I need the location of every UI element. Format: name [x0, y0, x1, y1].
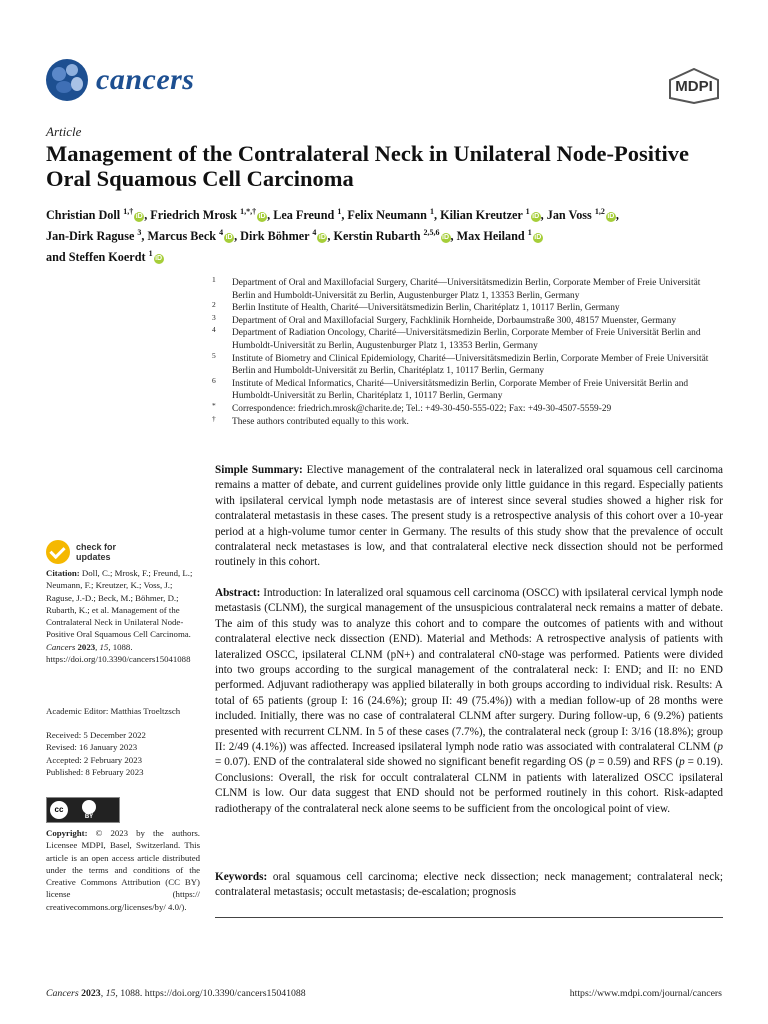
keywords: Keywords: oral squamous cell carcinoma; elective neck dissection; neck management; contralateral neck; contralateral metastasis; occult metastasis; de-escalation; prognosis — [215, 871, 723, 899]
orcid-icon[interactable]: iD — [532, 213, 540, 221]
journal-name: cancers — [96, 63, 195, 96]
author[interactable]: Felix Neumann $^1$ — [347, 207, 435, 223]
footer-citation: Cancers 2023, 15, 1088. https://doi.org/10.3390/cancers15041088 — [46, 988, 306, 999]
equal-contribution-note: † These authors contributed equally to this work. — [212, 413, 409, 427]
academic-editor: Academic Editor: Matthias Troeltzsch — [46, 706, 181, 716]
person-icon — [82, 800, 96, 814]
orcid-icon[interactable]: iD — [155, 255, 163, 263]
citation: Citation: Doll, C.; Mrosk, F.; Freund, L.; Neumann, F.; Kreutzer, K.; Voss, J.; Raguse, J.-D.; Beck, M.; Böhmer, D.; Rubarth, K.; et al. Management of the Contralateral Neck in Unilateral Node-Positive Oral Squamous Cell Carcinoma. Cancers 2023, 15, 1088. https://doi.org/10.3390/cancers15041088 — [46, 568, 193, 665]
accepted-date: Accepted: 2 February 2023 — [46, 754, 143, 765]
author[interactable]: Friedrich Mrosk $^{1,*,\dagger}$iD — [150, 207, 266, 223]
cc-by-license-badge[interactable]: cc BY — [46, 797, 120, 823]
orcid-icon[interactable]: iD — [607, 213, 615, 221]
author[interactable]: Jan-Dirk Raguse $^3$ — [46, 228, 142, 244]
footer-journal-link[interactable]: https://www.mdpi.com/journal/cancers — [569, 988, 722, 999]
author[interactable]: Jan Voss $^{1,2}$iD — [546, 207, 615, 223]
copyright: Copyright: © 2023 by the authors. Licensee MDPI, Basel, Switzerland. This article is an open access article distributed under the terms and conditions of the Creative Commons Attribution (CC BY) license (https:// creativecommons.org/licenses/by/ 4.0/). — [46, 828, 200, 912]
check-icon — [46, 540, 70, 564]
published-date: Published: 8 February 2023 — [46, 766, 144, 777]
orcid-icon[interactable]: iD — [534, 234, 542, 242]
author-list: Christian Doll $^{1,\dagger}$iD , Friedrich Mrosk $^{1,*,\dagger}$iD , Lea Freund $^1$, Felix Neumann $^1$, Kilian Kreutzer $^1$iD , Jan Voss $^{1,2}$iD , Jan-Dirk Raguse $^3$, Marcus Beck $^4$iD , Dirk Böhmer $^4$iD , Kerstin Rubarth $^{2,5,6}$iD , Max Heiland $^1$iD and Steffen Koerdt $^1$iD — [46, 207, 619, 265]
author[interactable]: Marcus Beck $^4$iD — [147, 228, 233, 244]
divider — [215, 917, 723, 918]
correspondence[interactable]: * Correspondence: friedrich.mrosk@charite.de; Tel.: +49-30-450-555-022; Fax: +49-30-4507-5559-29 — [212, 400, 612, 414]
author[interactable]: Max Heiland $^1$iD — [456, 228, 542, 244]
article-type: Article — [46, 124, 82, 139]
orcid-icon[interactable]: iD — [318, 234, 326, 242]
mdpi-logo[interactable] — [668, 68, 720, 109]
orcid-icon[interactable]: iD — [135, 213, 143, 221]
affiliation: 3 Department of Oral and Maxillofacial Surgery, Fachklinik Hornheide, Dorbaumstraße 300, 48157 Muenster, Germany — [212, 312, 677, 326]
author[interactable]: Christian Doll $^{1,\dagger}$iD — [46, 207, 143, 223]
author[interactable]: Lea Freund $^1$ — [273, 207, 342, 223]
affiliation: 6 Institute of Medical Informatics, Charité—Universitätsmedizin Berlin, Corporate Member of Freie Universität Berlin and Humboldt-Universität zu Berlin, Charitéplatz 1, 10117 Berlin, Germany — [212, 375, 689, 402]
affiliation: 1 Department of Oral and Maxillofacial Surgery, Charité—Universitätsmedizin Berlin, Corporate Member of Freie Universität Berlin and Humboldt-Universität zu Berlin, Augustenburger Platz 1, 13353 Berlin, Germany — [212, 275, 701, 301]
affiliations — [212, 277, 724, 428]
publisher-name: MDPI — [675, 78, 713, 95]
cancers-logo-icon — [46, 59, 88, 101]
affiliation: 2 Berlin Institute of Health, Charité—Universitätsmedizin Berlin, Charitéplatz 1, 10117 Berlin, Germany — [212, 300, 620, 314]
orcid-icon[interactable]: iD — [258, 213, 266, 221]
simple-summary: Simple Summary: Elective management of the contralateral neck in lateralized oral squamous cell carcinoma remains a matter of debate, and current guidelines provide only little guidance in this regard. Especially patients with ipsilateral cervical lymph node metastasis are of interest since several studies showed a higher risk for contralateral metastasis in these cases. The present study is a retrospective analysis of this cohort over a 10-year period at a high-volume tumor center in Germany. The results of this study show that the prevalence of occult contralateral neck metastases is low, and that contralateral elective neck dissection should not be performed routinely in this cohort. — [215, 464, 724, 569]
author[interactable]: Dirk Böhmer $^4$iD — [240, 228, 326, 244]
footer — [46, 988, 722, 999]
cc-icon: cc — [50, 801, 68, 819]
check-for-updates-button[interactable]: check for updates — [46, 540, 116, 564]
orcid-icon[interactable]: iD — [442, 234, 450, 242]
paper-title: Management of the Contralateral Neck in Unilateral Node-Positive Oral Squamous Cell Carcinoma — [46, 141, 689, 191]
affiliation: 4 Department of Radiation Oncology, Charité—Universitätsmedizin Berlin, Corporate Member of Freie Universität Berlin and Humboldt-Universität zu Berlin, Augustenburger Platz 1, 13353 Berlin, Germany — [212, 325, 701, 351]
abstract: Abstract: Introduction: In lateralized oral squamous cell carcinoma (OSCC) with ipsilateral cervical lymph node metastasis (CLNM), the surgical management of the unsuspicious contralateral neck remains a matter of debate. The aim of this study was to analyze this cohort and to compare the outcomes of patients with and without contralateral elective neck dissection (END). Material and Methods: A retrospective analysis of patients with lateralized OSCC, ipsilateral CLNM (pN+) and contralateral cN0-stage was performed. Patients were divided into two groups according to the surgical management of the contralateral neck: I: END; and II: no END performed. Adjuvant radiotherapy was applied bilaterally in both groups according to individual risk. Results: A total of 65 patients (group I: 16 (24.6%); group II: 49 (75.4%)) with a median follow-up of 28 months were included. Initially, there was no case of contralateral CLNM after surgery. During follow-up, 6 (9.2%) patients presented with recurrent CLNM. In 5 of these cases (7.7%), the contralateral neck (group I: 3/16 (18.8%); group II: 2/49 (4.1%)) was affected. Increased ipsilateral lymph node ratio was associated with contralateral CLNM (p = 0.07). END of the contralateral side showed no significant benefit regarding OS (p = 0.59) and RFS (p = 0.19). Conclusions: Overall, the risk for occult contralateral CLNM in patients with lateralized OSCC ipsilateral CLNM is low. Our data suggest that END should not be performed routinely in this cohort. Risk-adapted radiotherapy of the contralateral neck alone seems to be sufficient from the oncological point of view. — [215, 587, 724, 815]
dates — [46, 729, 200, 778]
author[interactable]: Kilian Kreutzer $^1$iD — [440, 207, 540, 223]
received-date: Received: 5 December 2022 — [46, 730, 146, 740]
orcid-icon[interactable]: iD — [225, 234, 233, 242]
author[interactable]: Kerstin Rubarth $^{2,5,6}$iD — [333, 228, 450, 244]
affiliation: 5 Institute of Biometry and Clinical Epidemiology, Charité—Universitätsmedizin Berlin, Corporate Member of Freie Universität Berlin and Humboldt-Universität zu Berlin, Charitéplatz 1, 10117 Berlin, Germany — [212, 350, 709, 377]
author[interactable]: Steffen Koerdt $^1$iD — [68, 249, 163, 265]
revised-date: Revised: 16 January 2023 — [46, 742, 138, 753]
journal-logo[interactable] — [46, 58, 194, 102]
